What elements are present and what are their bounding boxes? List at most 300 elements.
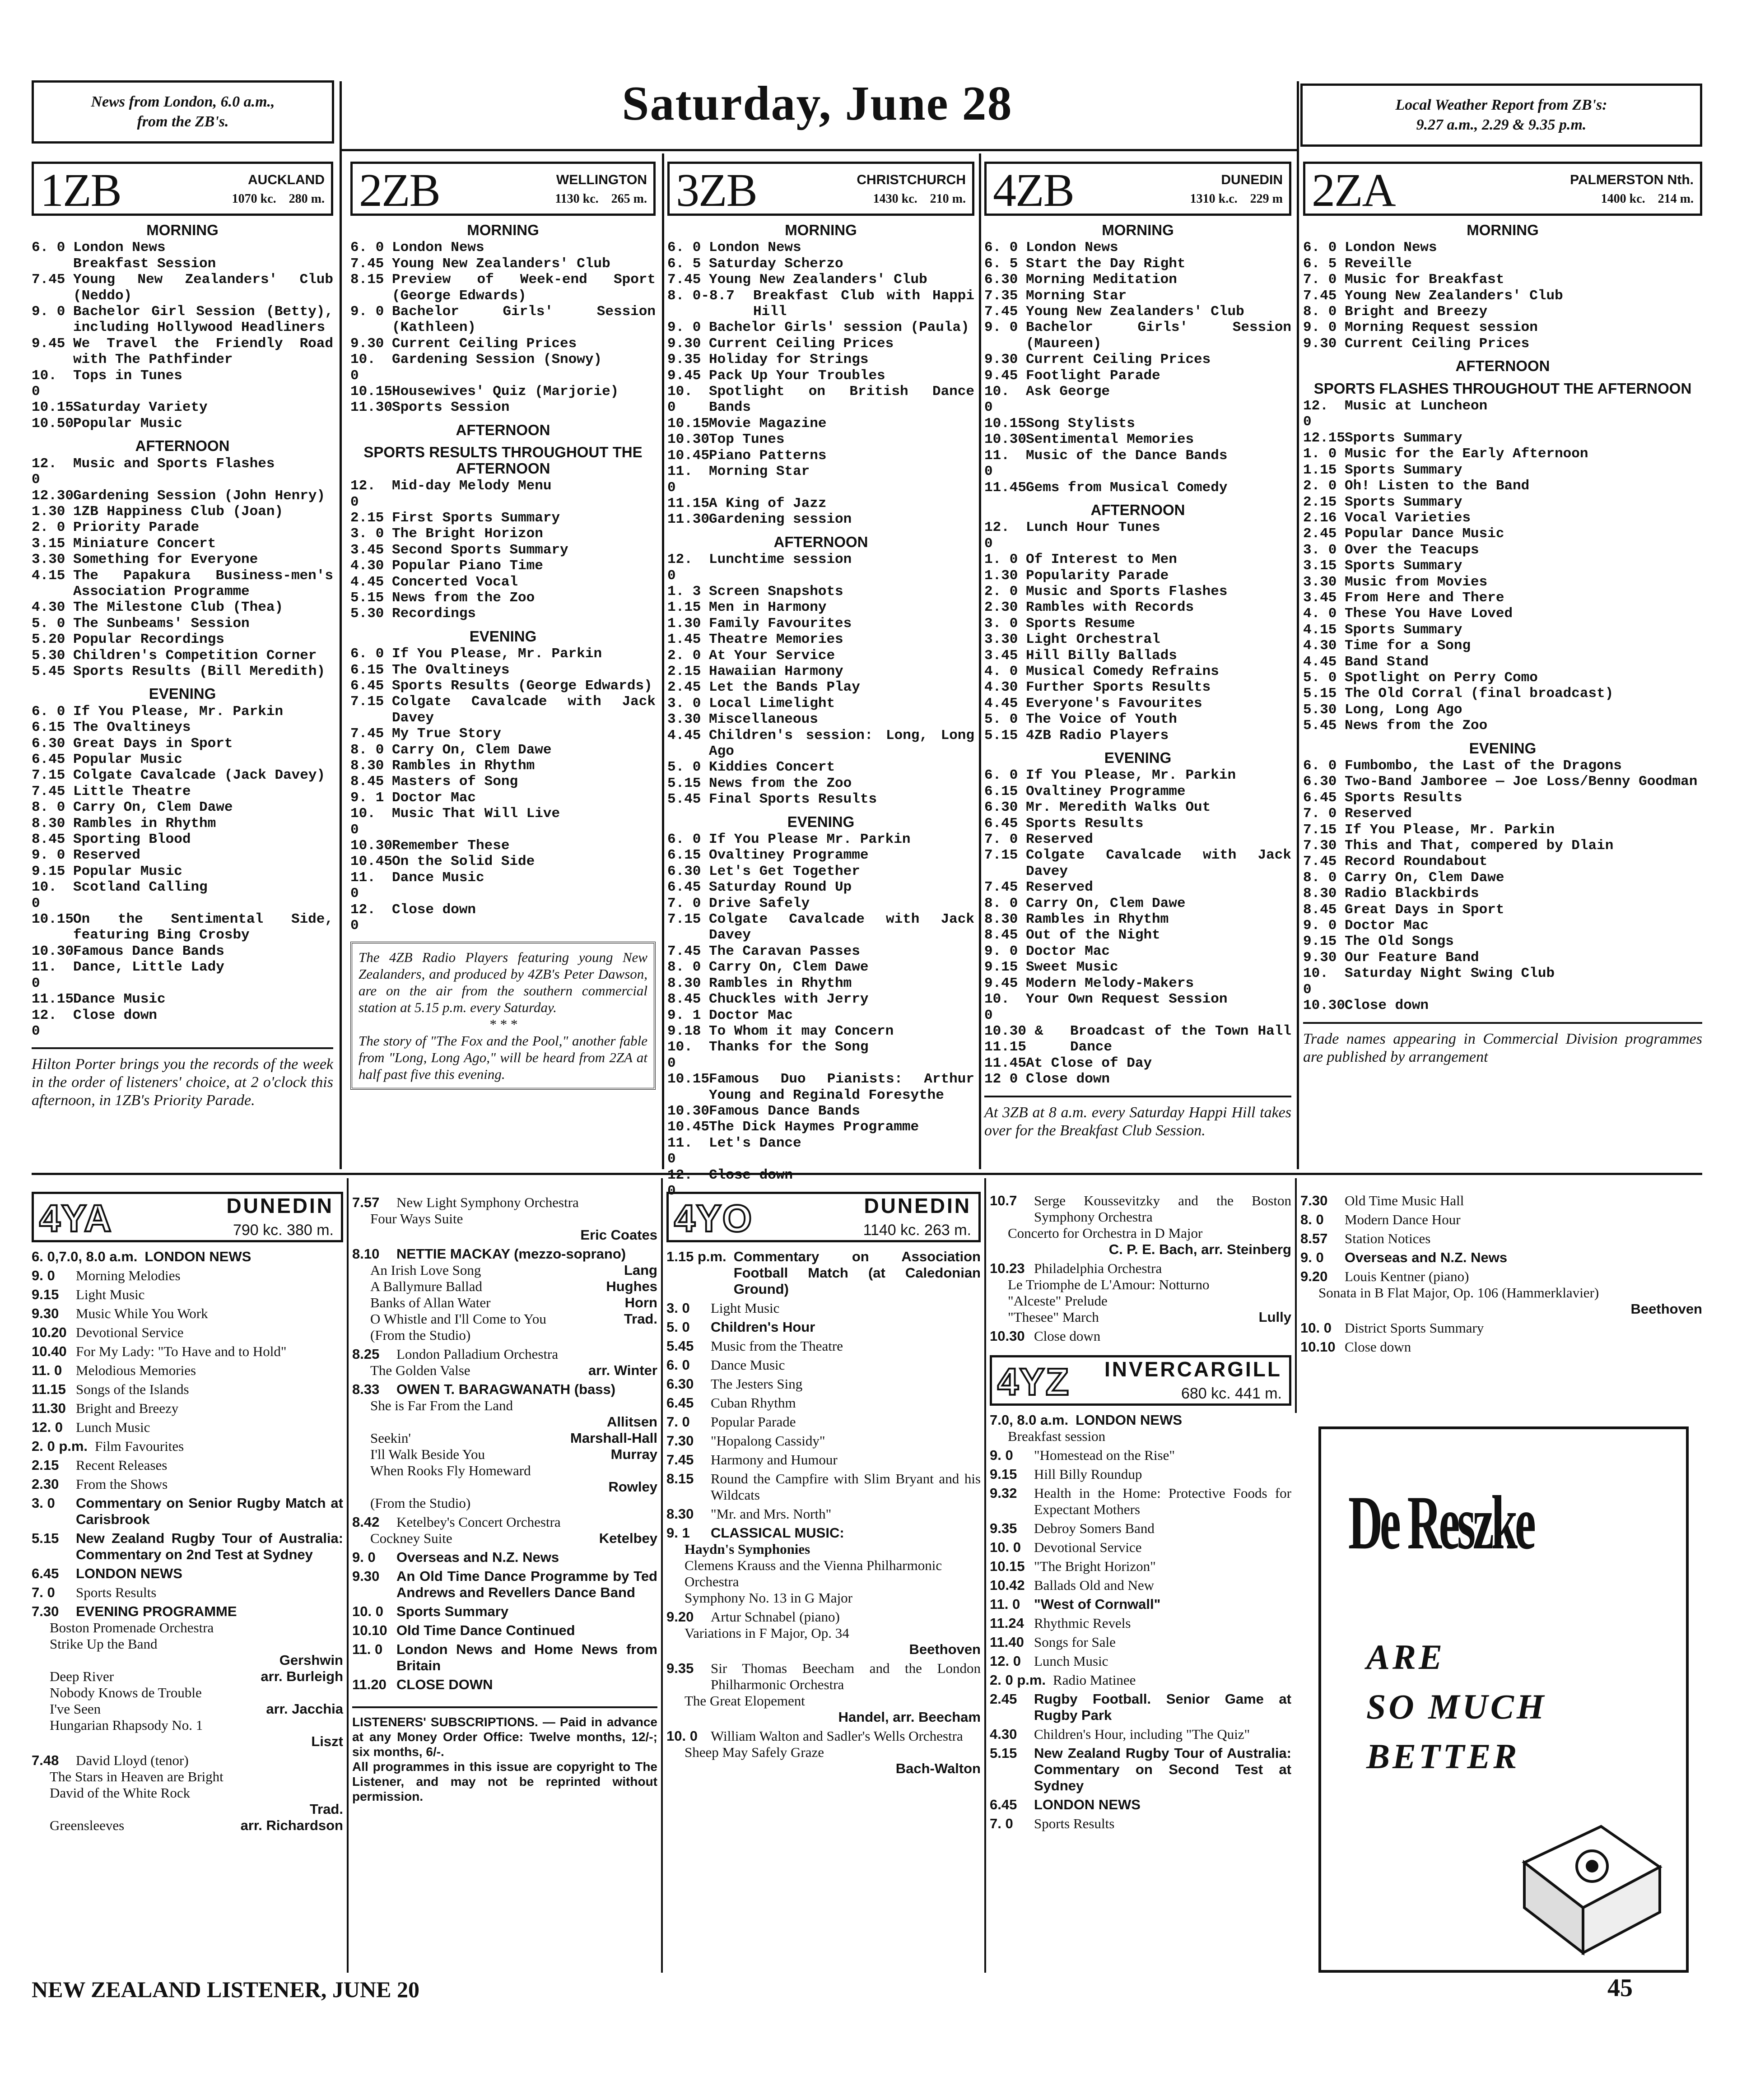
- programme-row: [32, 784, 333, 799]
- work-row: [990, 1309, 1291, 1325]
- programme-title: Light Music: [76, 1287, 145, 1302]
- work-title: I've Seen: [50, 1701, 101, 1717]
- programme-row: [1303, 902, 1702, 918]
- programme-row: [32, 1495, 343, 1528]
- programme-title: Rambles with Records: [1026, 599, 1194, 616]
- programme-row: [350, 790, 656, 806]
- programme-title: Modern Dance Hour: [1345, 1212, 1461, 1227]
- programme-title: Melodious Memories: [76, 1362, 196, 1378]
- section-4yo-cont: [990, 1190, 1291, 1832]
- programme-row: [32, 1008, 333, 1040]
- station-note: At 3ZB at 8 a.m. every Saturday Happi Hill takes over for the Breakfast Club Session.: [984, 1096, 1291, 1140]
- programme-row: [667, 896, 974, 911]
- programme-row: [984, 879, 1291, 895]
- programme-row: [1303, 558, 1702, 574]
- programme-title: Reveille: [1345, 256, 1412, 272]
- programme-row: [990, 1596, 1291, 1612]
- programme-title: News from the Zoo: [709, 775, 852, 791]
- section-heading: AFTERNOON: [1090, 501, 1185, 518]
- programme-row: [990, 1328, 1291, 1344]
- programme-row: [350, 854, 656, 869]
- programme-title: At Your Service: [709, 647, 835, 664]
- programme-time: 6. 0: [667, 240, 701, 256]
- programme-time: 9. 0: [350, 304, 384, 320]
- programme-title: The Jesters Sing: [711, 1376, 803, 1392]
- programme-row: [32, 240, 333, 256]
- programme-time: 6.45: [990, 1797, 1017, 1812]
- programme-time: 7.15: [1303, 822, 1337, 838]
- programme-row: [1300, 1250, 1702, 1266]
- programme-title: Recordings: [392, 606, 476, 622]
- programme-row: [32, 1362, 343, 1379]
- programme-row: [667, 552, 974, 584]
- programme-row: [667, 288, 974, 320]
- programme-time: 2. 0 p.m.: [990, 1672, 1046, 1688]
- composer: Hughes: [606, 1278, 657, 1294]
- programme-row: [350, 590, 656, 606]
- section-heading: MORNING: [467, 222, 539, 238]
- work-row: [352, 1398, 657, 1414]
- programme-row: [1300, 1339, 1702, 1355]
- programme-time: 3. 0: [32, 1495, 55, 1511]
- programme-row: [32, 1249, 343, 1265]
- work-row: [352, 1262, 657, 1278]
- programme-row: [32, 599, 333, 615]
- programme-row: [1300, 1231, 1702, 1247]
- programme-row: [667, 272, 974, 288]
- programme-row: [350, 384, 656, 400]
- programme-title: Bachelor Girls' Session (Kathleen): [392, 304, 656, 336]
- programme-time: 3.30: [32, 552, 65, 568]
- programme-title: 4ZB Radio Players: [1026, 727, 1169, 743]
- composer: Trad.: [624, 1311, 657, 1327]
- programme-time: 9. 1: [666, 1525, 690, 1541]
- programme-row: [990, 1466, 1291, 1482]
- programme-time: 12. 0: [350, 478, 376, 510]
- programme-row: [32, 1381, 343, 1398]
- programme-row: [990, 1634, 1291, 1650]
- programme-row: [32, 416, 333, 432]
- cigarette-pack-icon: [1511, 1808, 1673, 1962]
- programme-title: Light Music: [711, 1300, 780, 1316]
- programme-title: Film Favourites: [95, 1438, 184, 1454]
- programme-row: [1303, 886, 1702, 901]
- programme-title: Carry On, Clem Dawe: [1026, 895, 1186, 911]
- programme-time: 4.30: [1303, 638, 1337, 654]
- programme-title: Holiday for Strings: [709, 352, 869, 368]
- programme-row: [984, 767, 1291, 783]
- section-heading: SPORTS RESULTS THROUGHOUT THE AFTERNOON: [363, 444, 643, 477]
- programme-row: [667, 448, 974, 464]
- programme-time: 4.30: [984, 679, 1018, 696]
- programme-row: [1303, 494, 1702, 510]
- programme-row: [990, 1672, 1291, 1688]
- programme-time: 1.15: [667, 599, 701, 616]
- programme-title: Sports Summary: [396, 1603, 509, 1619]
- programme-row: [667, 384, 974, 416]
- work-row: [32, 1769, 343, 1785]
- composer: Beethoven: [1630, 1301, 1702, 1317]
- programme-row: [990, 1193, 1291, 1225]
- programme-title: The Caravan Passes: [709, 943, 860, 959]
- programme-time: 10. 0: [984, 384, 1010, 416]
- programme-row: [32, 1476, 343, 1492]
- programme-title: The Papakura Business-men's Association Programme: [73, 567, 333, 599]
- programme-row: [352, 1194, 657, 1211]
- programme-row: [1303, 446, 1702, 462]
- programme-time: 7.48: [32, 1752, 59, 1768]
- programme-time: 9. 0: [1300, 1250, 1324, 1265]
- programme-title: Sports Results (George Edwards): [392, 678, 652, 694]
- station-column-4zb: [984, 162, 1291, 1140]
- programme-time: 10. 0: [667, 1039, 693, 1071]
- programme-row: [667, 336, 974, 352]
- programme-title: Piano Patterns: [709, 447, 827, 464]
- programme-title: Preview of Week-end Sport (George Edwards): [392, 272, 656, 304]
- programme-row: [666, 1357, 981, 1373]
- programme-time: 7.30: [1303, 838, 1337, 854]
- programme-title: Kiddies Concert: [709, 759, 835, 776]
- programme-title: Something for Everyone: [73, 552, 258, 568]
- programme-time: 8.15: [666, 1471, 694, 1487]
- programme-time: 5.15: [350, 590, 384, 606]
- work-row: [352, 1327, 657, 1343]
- programme-title: London Palladium Orchestra: [396, 1346, 559, 1362]
- programme-title: Carry On, Clem Dawe: [73, 799, 233, 816]
- programme-time: 1. 0: [984, 552, 1018, 568]
- work-title: Four Ways Suite: [370, 1211, 463, 1227]
- programme-title: Saturday Night Swing Club: [1345, 966, 1555, 982]
- programme-row: [984, 584, 1291, 599]
- programme-row: [350, 558, 656, 574]
- programme-row: [1303, 526, 1702, 542]
- programme-title: If You Please, Mr. Parkin: [73, 703, 284, 720]
- programme-time: 3.30: [984, 632, 1018, 648]
- programme-title: Sporting Blood: [73, 832, 191, 848]
- work-title: Clemens Krauss and the Vienna Philharmonic Orchestra: [685, 1557, 942, 1589]
- programme-row: [990, 1558, 1291, 1575]
- section-4yo: [666, 1192, 981, 1777]
- programme-row: [1303, 574, 1702, 590]
- ad-line-3: BETTER: [1366, 1737, 1520, 1776]
- programme-title: Top Tunes: [709, 432, 785, 448]
- programme-row: [666, 1338, 981, 1354]
- work-title: Hungarian Rhapsody No. 1: [50, 1717, 203, 1733]
- section-4ya: [32, 1192, 343, 1834]
- programme-row: [32, 1343, 343, 1360]
- programme-row: [32, 256, 333, 272]
- programme-title: Men in Harmony: [709, 599, 827, 616]
- programme-time: 10. 0: [32, 367, 57, 400]
- programme-title: The Bright Horizon: [392, 526, 543, 542]
- programme-time: 5.45: [666, 1338, 694, 1354]
- programme-row: [32, 1457, 343, 1473]
- programme-time: 12. 0: [984, 520, 1010, 552]
- station-header: [984, 162, 1291, 216]
- programme-title: Colgate Cavalcade with Jack Davey: [392, 694, 656, 726]
- programme-time: 11. 0: [350, 869, 376, 902]
- programme-time: 7.45: [32, 783, 65, 799]
- programme-time: 9.45: [984, 367, 1018, 384]
- station-note: The 4ZB Radio Players featuring young New Zealanders, and produced by 4ZB's Peter Dawson, are on the air from the southern commercial station at 5.15 p.m. every Saturday. * * * The story of "The Fox and the Pool," another fable from "Long, Long Ago," will be heard from 2ZA at half past five this evening.: [350, 942, 656, 1090]
- programme-title: Old Time Music Hall: [1345, 1193, 1464, 1208]
- programme-title: Famous Duo Pianists: Arthur Young and Reginald Foresythe: [709, 1071, 974, 1103]
- programme-row: [350, 510, 656, 526]
- programme-title: Saturday Scherzo: [709, 256, 843, 272]
- programme-title: Great Days in Sport: [1345, 901, 1504, 918]
- programme-row: [667, 240, 974, 256]
- programme-title: Mid-day Melody Menu: [392, 478, 552, 494]
- ad-line-1: ARE: [1366, 1637, 1445, 1677]
- programme-title: David Lloyd (tenor): [76, 1752, 189, 1768]
- programme-title: An Old Time Dance Programme by Ted Andrews and Revellers Dance Band: [396, 1568, 657, 1600]
- programme-time: 5.20: [32, 632, 65, 648]
- station-frequency: 1140 kc. 263 m.: [863, 1222, 971, 1239]
- work-row: [666, 1744, 981, 1761]
- station-city: CHRISTCHURCH: [857, 172, 966, 187]
- station-city: WELLINGTON: [556, 172, 647, 187]
- composer: Liszt: [311, 1733, 343, 1749]
- programme-row: [1303, 256, 1702, 272]
- programme-row: [32, 368, 333, 400]
- programme-time: 9.45: [32, 335, 65, 352]
- programme-title: Ovaltiney Programme: [1026, 783, 1186, 799]
- programme-time: 10.15: [667, 415, 710, 432]
- work-title: The Golden Valse: [370, 1362, 470, 1378]
- programme-time: 10.50: [32, 415, 74, 432]
- programme-time: 7.45: [1303, 854, 1337, 870]
- programme-title: William Walton and Sadler's Wells Orchestra: [711, 1728, 963, 1744]
- programme-row: [990, 1726, 1291, 1742]
- programme-time: 6.45: [666, 1395, 694, 1411]
- programme-time: 5. 0: [32, 615, 65, 632]
- programme-row: [990, 1691, 1291, 1724]
- programme-row: [1303, 702, 1702, 718]
- station-column-1zb: [32, 162, 333, 1110]
- ad-line-2: SO MUCH: [1366, 1687, 1547, 1726]
- programme-row: [32, 1400, 343, 1417]
- programme-title: District Sports Summary: [1345, 1320, 1484, 1336]
- programme-title: Ask George: [1026, 384, 1110, 400]
- work-row: [990, 1428, 1291, 1445]
- programme-title: London News: [709, 240, 801, 256]
- programme-title: Rambles in Rhythm: [392, 758, 535, 774]
- programme-title: Modern Melody-Makers: [1026, 975, 1194, 991]
- programme-row: [1303, 398, 1702, 430]
- work-row: [32, 1636, 343, 1652]
- programme-title: Footlight Parade: [1026, 367, 1160, 384]
- station-column-2za: [1303, 162, 1702, 1066]
- programme-time: 9.30: [32, 1306, 59, 1321]
- programme-title: Let's Get Together: [709, 863, 860, 879]
- programme-time: 2.45: [990, 1691, 1017, 1707]
- programme-title: OWEN T. BARAGWANATH (bass): [396, 1381, 616, 1397]
- programme-title: Radio Matinee: [1053, 1672, 1136, 1688]
- programme-time: 10.7: [990, 1193, 1017, 1208]
- programme-time: 10.15: [984, 415, 1027, 432]
- programme-title: Over the Teacups: [1345, 542, 1479, 558]
- work-title: Nobody Knows de Trouble: [50, 1685, 202, 1700]
- programme-row: [32, 648, 333, 664]
- programme-row: [32, 864, 333, 879]
- programme-time: 6.45: [984, 815, 1018, 832]
- programme-time: 12. 0: [1303, 398, 1328, 430]
- section-heading: EVENING: [1469, 739, 1537, 757]
- programme-time: 3.30: [1303, 574, 1337, 590]
- programme-time: 5. 0: [1303, 669, 1337, 686]
- programme-row: [1303, 686, 1702, 702]
- ad-brand: De Reszke: [1348, 1480, 1533, 1565]
- programme-row: [667, 1119, 974, 1135]
- programme-row: [1303, 934, 1702, 949]
- station-frequency: 1310 k.c. 229 m: [1190, 192, 1283, 206]
- station-header: [350, 162, 656, 216]
- work-row: [666, 1625, 981, 1641]
- programme-title: On the Sentimental Side, featuring Bing Crosby: [73, 911, 333, 943]
- composer: Gershwin: [279, 1652, 343, 1668]
- programme-time: 3.45: [1303, 590, 1337, 606]
- programme-row: [350, 678, 656, 694]
- work-row: [352, 1430, 657, 1446]
- programme-row: [984, 832, 1291, 847]
- programme-row: [984, 288, 1291, 304]
- programme-time: 5. 0: [666, 1319, 690, 1335]
- programme-row: [984, 448, 1291, 480]
- programme-time: 12.30: [32, 488, 74, 504]
- programme-title: Colgate Cavalcade with Jack Davey: [1026, 847, 1291, 879]
- programme-time: 3. 0: [1303, 542, 1337, 558]
- work-row: [352, 1278, 657, 1295]
- programme-title: Rhythmic Revels: [1034, 1615, 1131, 1631]
- programme-title: First Sports Summary: [392, 510, 560, 526]
- programme-row: [32, 736, 333, 752]
- work-title: Sonata in B Flat Major, Op. 106 (Hammerklavier): [1318, 1285, 1599, 1301]
- programme-time: 9.15: [990, 1466, 1017, 1482]
- programme-title: Breakfast Session: [73, 256, 216, 272]
- programme-time: 7.15: [350, 694, 384, 710]
- programme-time: 8. 0-8.7: [667, 288, 735, 304]
- station-city: DUNEDIN: [864, 1194, 971, 1217]
- programme-row: [32, 991, 333, 1007]
- programme-row: [32, 1603, 343, 1620]
- programme-time: 6.30: [667, 863, 701, 879]
- programme-time: 8.33: [352, 1381, 380, 1397]
- programme-title: London News: [1345, 240, 1437, 256]
- programme-title: Sports Results: [1345, 790, 1462, 806]
- programme-time: 3.45: [984, 647, 1018, 664]
- programme-title: Commentary on Association Football Match (at Caledonian Ground): [733, 1249, 981, 1297]
- programme-time: 3.15: [1303, 558, 1337, 574]
- programme-row: [984, 368, 1291, 384]
- programme-title: Record Roundabout: [1345, 854, 1488, 870]
- programme-title: Sports Summary: [1345, 430, 1462, 446]
- programme-row: [352, 1381, 657, 1398]
- work-row: [32, 1685, 343, 1701]
- programme-time: 10.15: [667, 1071, 710, 1087]
- work-row: [1300, 1285, 1702, 1301]
- programme-row: [1300, 1320, 1702, 1336]
- programme-time: 4. 0: [1303, 606, 1337, 622]
- programme-row: [350, 336, 656, 352]
- programme-title: Spotlight on Perry Como: [1345, 669, 1538, 686]
- programme-title: Doctor Mac: [1345, 918, 1429, 934]
- programme-time: 10.15: [350, 384, 393, 400]
- programme-title: Masters of Song: [392, 774, 518, 790]
- programme-time: 9. 0: [984, 943, 1018, 959]
- programme-time: 5.15: [990, 1745, 1017, 1761]
- programme-row: [667, 320, 974, 335]
- programme-time: 9.15: [32, 1287, 59, 1302]
- programme-row: [990, 1260, 1291, 1277]
- programme-title: Songs for Sale: [1034, 1634, 1116, 1650]
- programme-time: 8.30: [350, 758, 384, 774]
- programme-time: 12. 0: [32, 1007, 57, 1039]
- work-title: When Rooks Fly Homeward: [370, 1463, 531, 1478]
- programme-row: [1303, 272, 1702, 288]
- programme-row: [350, 726, 656, 742]
- station-frequency: 680 kc. 441 m.: [1181, 1385, 1282, 1402]
- programme-title: Music and Sports Flashes: [1026, 583, 1228, 599]
- programme-row: [1303, 998, 1702, 1013]
- programme-time: 11. 0: [667, 464, 693, 496]
- programme-row: [984, 943, 1291, 959]
- programme-title: "Homestead on the Rise": [1034, 1447, 1175, 1463]
- programme-title: Current Ceiling Prices: [1345, 335, 1530, 352]
- programme-title: Devotional Service: [76, 1324, 184, 1340]
- programme-title: Hill Billy Roundup: [1034, 1466, 1142, 1482]
- programme-title: Music at Luncheon: [1345, 398, 1488, 414]
- programme-row: [984, 799, 1291, 815]
- work-row: [990, 1277, 1291, 1293]
- section-heading: MORNING: [1102, 222, 1174, 238]
- programme-time: 1.30: [667, 615, 701, 632]
- programme-title: Popular Parade: [711, 1414, 796, 1430]
- programme-row: [990, 1447, 1291, 1463]
- programme-time: 3.15: [32, 535, 65, 552]
- programme-title: Start the Day Right: [1026, 256, 1186, 272]
- section-heading: AFTERNOON: [135, 437, 230, 455]
- programme-time: 10.20: [32, 1324, 67, 1340]
- programme-row: [32, 832, 333, 847]
- programme-title: Children's Hour, including "The Quiz": [1034, 1726, 1250, 1742]
- programme-time: 12. 0: [32, 455, 57, 488]
- programme-row: [667, 1071, 974, 1103]
- programme-title: Bright and Breezy: [76, 1400, 179, 1416]
- programme-title: Scotland Calling: [73, 879, 208, 896]
- programme-time: 9.18: [667, 1023, 701, 1039]
- programme-title: Recent Releases: [76, 1457, 168, 1473]
- programme-row: [350, 256, 656, 272]
- programme-row: [666, 1414, 981, 1430]
- programme-title: London News: [1026, 240, 1118, 256]
- programme-time: 6. 0: [1303, 758, 1337, 774]
- station-column-2zb: [350, 162, 656, 1090]
- work-title: I'll Walk Beside You: [370, 1446, 485, 1462]
- programme-title: Doctor Mac: [392, 790, 476, 806]
- programme-row: [350, 758, 656, 774]
- programme-row: [667, 599, 974, 615]
- programme-time: 12 0: [984, 1071, 1018, 1087]
- programme-time: 11. 0: [667, 1135, 693, 1167]
- programme-time: 8.30: [32, 815, 65, 832]
- programme-title: EVENING PROGRAMME: [76, 1603, 237, 1619]
- composer: arr. Burleigh: [261, 1668, 343, 1684]
- programme-row: [350, 526, 656, 542]
- programme-time: 8. 0: [1303, 304, 1337, 320]
- programme-row: [350, 272, 656, 304]
- work-title: O Whistle and I'll Come to You: [370, 1311, 546, 1327]
- programme-row: [350, 870, 656, 902]
